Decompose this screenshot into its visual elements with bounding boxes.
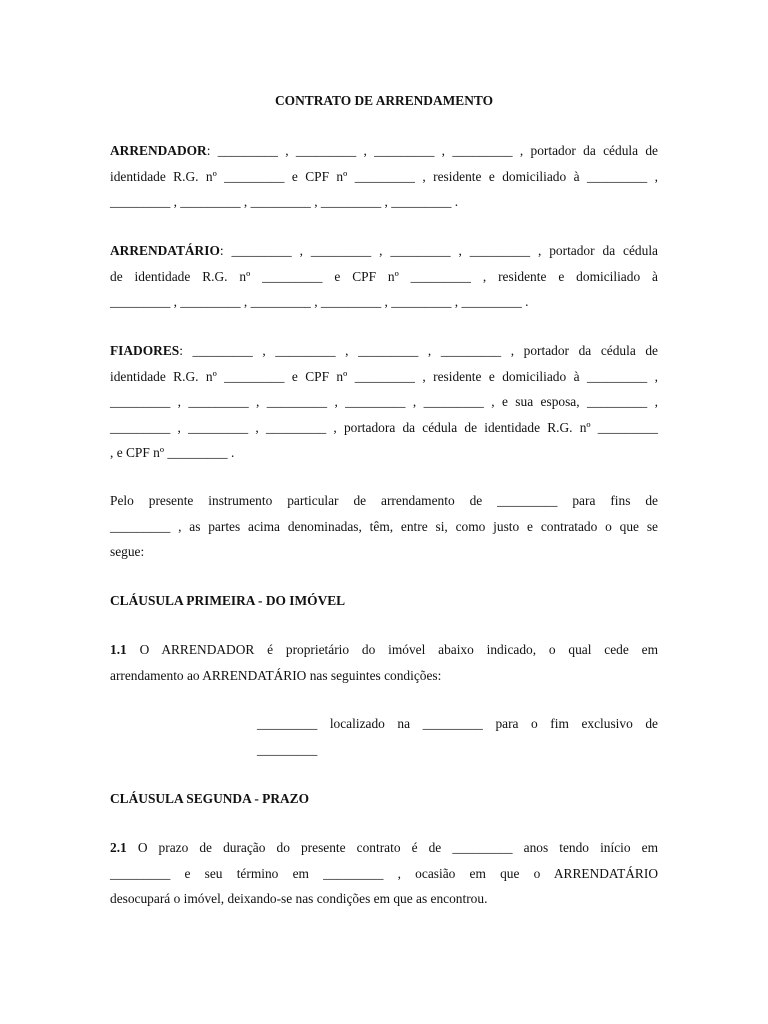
fiadores-line-2: identidade R.G. nº _________ e CPF nº _________ , residente e domiciliado à _________ , [110,368,658,384]
clause-2-paragraph [110,839,658,916]
document-title: CONTRATO DE ARRENDAMENTO [275,93,493,108]
fiadores-paragraph [110,342,658,470]
clause-2-number: 2.1 [110,840,127,855]
clause-1-line-1: 1.1 O ARRENDADOR é proprietário do imóvel abaixo indicado, o qual cede em [110,642,658,657]
clause-2-heading: CLÁUSULA SEGUNDA - PRAZO [110,791,310,806]
clause-1-indent-line-2: _________ [257,741,318,757]
clause-1-line-2: arrendamento ao ARRENDATÁRIO nas seguintes condições: [110,667,442,683]
preamble-line-1: Pelo presente instrumento particular de arrendamento de _________ para fins de [110,493,658,508]
clause-2-line-2: _________ e seu término em _________ , ocasião em que o ARRENDATÁRIO [110,865,658,881]
clause-1-heading: CLÁUSULA PRIMEIRA - DO IMÓVEL [110,593,346,608]
arrendatario-line-2: de identidade R.G. nº _________ e CPF nº _________ , residente e domiciliado à [110,268,658,284]
clause-1-indent-line-1: _________ localizado na _________ para o fim exclusivo de [257,716,658,731]
fiadores-line-5: , e CPF nº _________ . [110,445,235,460]
clause-2-line-3: desocupará o imóvel, deixando-se nas condições em que as encontrou. [110,891,488,906]
preamble-line-2: _________ , as partes acima denominadas, têm, entre si, como justo e contratado o que se [110,518,658,534]
fiadores-label: FIADORES [110,343,180,358]
clause-1-number: 1.1 [110,642,127,657]
preamble-paragraph [110,492,658,569]
fiadores-line-1: FIADORES: _________ , _________ , _________ , _________ , portador da cédula de [110,343,658,358]
arrendatario-line-1: ARRENDATÁRIO: _________ , _________ , _________ , _________ , portador da cédula [110,243,658,258]
clause-1-paragraph [110,641,658,692]
arrendatario-line-3: _________ , _________ , _________ , _________ , _________ , _________ . [110,294,529,309]
fiadores-line-4: _________ , _________ , _________ , portadora da cédula de identidade R.G. nº _________ [110,419,658,435]
clause-1-indented-block [110,715,658,766]
arrendador-paragraph [110,142,658,219]
arrendador-line-1: ARRENDADOR: _________ , _________ , _________ , _________ , portador da cédula de [110,143,658,158]
arrendador-line-2: identidade R.G. nº _________ e CPF nº _________ , residente e domiciliado à _________ , [110,168,658,184]
arrendatario-label: ARRENDATÁRIO [110,243,220,258]
preamble-line-3: segue: [110,544,145,559]
fiadores-line-3: _________ , _________ , _________ , _________ , _________ , e sua esposa, _________ , [110,394,658,409]
arrendador-label: ARRENDADOR [110,143,207,158]
clause-1-heading-block [110,592,658,618]
arrendador-line-3: _________ , _________ , _________ , _________ , _________ . [110,194,459,209]
clause-2-heading-block [110,790,658,816]
arrendatario-paragraph [110,242,658,319]
clause-2-line-1: 2.1 O prazo de duração do presente contrato é de _________ anos tendo início em [110,840,658,855]
